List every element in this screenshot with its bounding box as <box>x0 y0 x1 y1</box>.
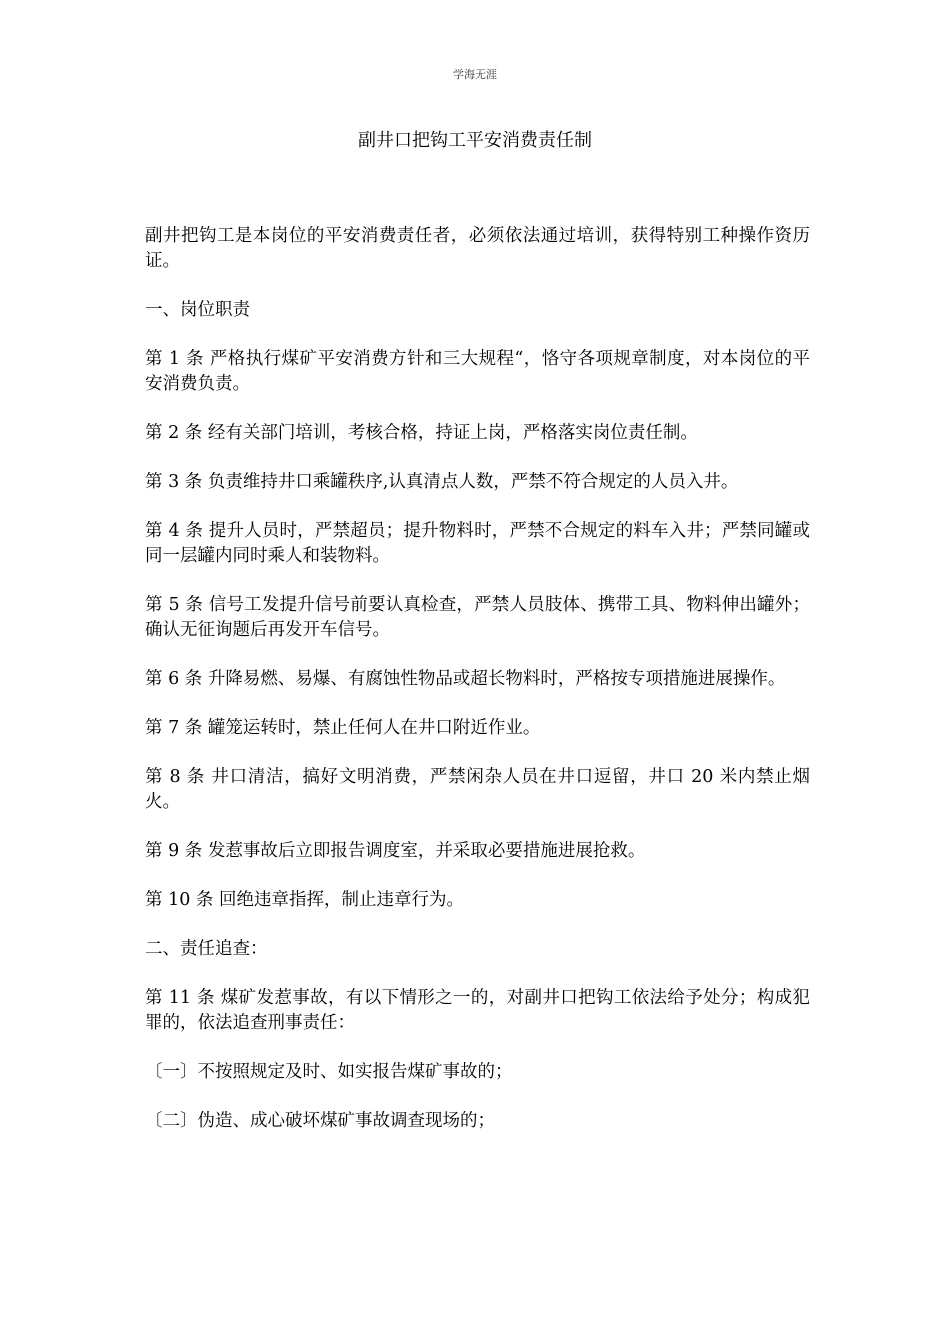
article-7: 第 7 条 罐笼运转时，禁止任何人在井口附近作业。 <box>145 718 541 738</box>
article-1: 第 1 条 严格执行煤矿平安消费方针和三大规程“，恪守各项规章制度，对本岗位的平安消费负责。 <box>145 349 810 394</box>
document-body <box>145 224 810 1158</box>
page-header: 学海无涯 <box>453 68 497 81</box>
article-10: 第 10 条 回绝违章指挥，制止违章行为。 <box>145 890 464 910</box>
section-heading-accountability: 二、责任追查： <box>145 939 268 959</box>
intro-paragraph: 副井把钩工是本岗位的平安消费责任者，必须依法通过培训，获得特别工种操作资历证。 <box>145 226 810 271</box>
article-4: 第 4 条 提升人员时，严禁超员；提升物料时，严禁不合规定的料车入井；严禁同罐或同一层罐内同时乘人和装物料。 <box>145 521 810 566</box>
article-9: 第 9 条 发惹事故后立即报告调度室，并采取必要措施进展抢救。 <box>145 841 646 861</box>
article-3: 第 3 条 负责维持井口乘罐秩序,认真清点人数，严禁不符合规定的人员入井。 <box>145 472 739 492</box>
section-heading-duties: 一、岗位职责 <box>145 300 250 320</box>
article-5: 第 5 条 信号工发提升信号前要认真检查，严禁人员肢体、携带工具、物料伸出罐外；确认无征询题后再发开车信号。 <box>145 595 810 640</box>
article-11: 第 11 条 煤矿发惹事故，有以下情形之一的，对副井口把钩工依法给予处分；构成犯罪的，依法追查刑事责任： <box>145 988 810 1033</box>
article-8: 第 8 条 井口清洁，搞好文明消费，严禁闲杂人员在井口逗留，井口 20 米内禁止烟火。 <box>145 767 810 812</box>
article-6: 第 6 条 升降易燃、易爆、有腐蚀性物品或超长物料时，严格按专项措施进展操作。 <box>145 669 786 689</box>
clause-1: 〔一〕不按照规定及时、如实报告煤矿事故的； <box>145 1062 513 1082</box>
clause-2: 〔二〕伪造、成心破坏煤矿事故调查现场的； <box>145 1111 495 1131</box>
article-2: 第 2 条 经有关部门培训，考核合格，持证上岗，严格落实岗位责任制。 <box>145 423 698 443</box>
document-title: 副井口把钩工平安消费责任制 <box>358 130 592 151</box>
